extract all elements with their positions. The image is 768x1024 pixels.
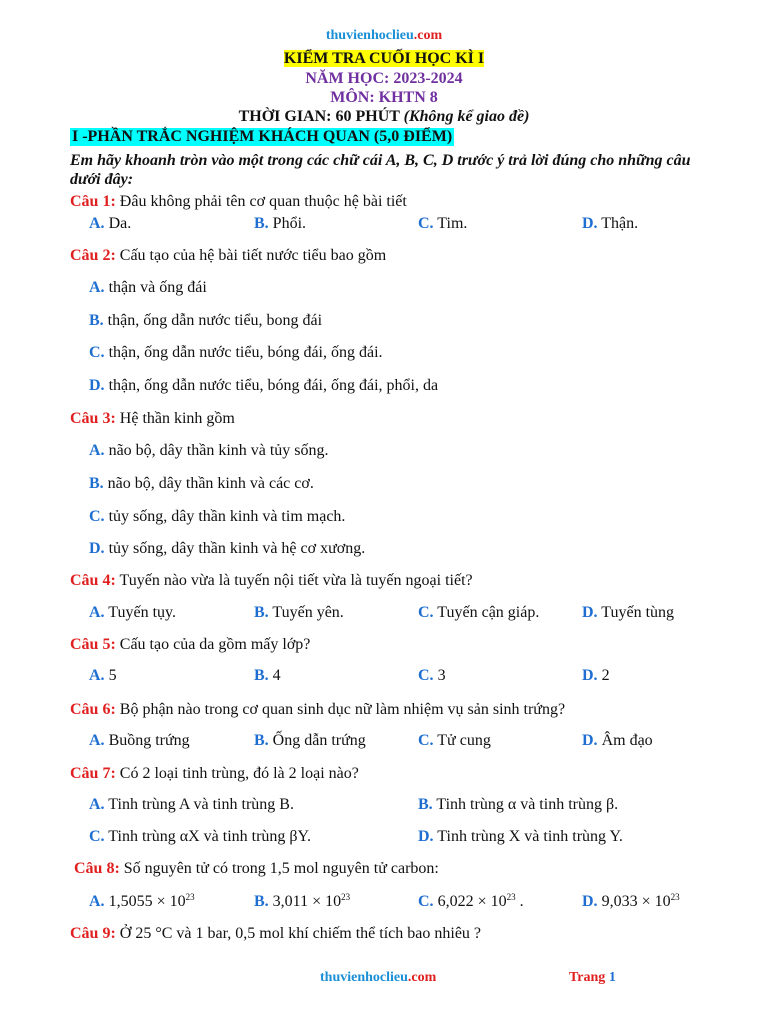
- site-name: thuvienhoclieu.com: [325, 28, 443, 43]
- question-9: Câu 9: Ở 25 °C và 1 bar, 0,5 mol khí chiếm thể tích bao nhiêu ?: [70, 925, 482, 942]
- question-7: Câu 7: Có 2 loại tinh trùng, đó là 2 loại nào?: [70, 765, 359, 782]
- exam-title: KIỂM TRA CUỐI HỌC KÌ I: [283, 50, 485, 67]
- option-c: C. thận, ống dẫn nước tiểu, bóng đái, ống đái.: [89, 344, 383, 361]
- option-c: C. Tim.: [418, 215, 468, 232]
- question-5: Câu 5: Cấu tạo của da gồm mấy lớp?: [70, 636, 311, 653]
- school-year: NĂM HỌC: 2023-2024: [305, 70, 463, 87]
- option-a: A. Buồng trứng: [89, 732, 190, 749]
- question-8: Câu 8: Số nguyên tử có trong 1,5 mol nguyên tử carbon:: [74, 860, 439, 877]
- option-a: A. 5: [89, 667, 117, 684]
- option-a: A. Tinh trùng A và tinh trùng B.: [89, 796, 294, 813]
- option-a: A. Tuyến tụy.: [89, 604, 176, 621]
- page-number: Trang 1: [569, 970, 616, 985]
- option-a: A. $1,5055 \times 10^{23}$: [89, 892, 195, 910]
- option-b: B. Ống dẫn trứng: [254, 732, 366, 749]
- section-title: I -PHẦN TRẮC NGHIỆM KHÁCH QUAN (5,0 ĐIỂM): [72, 128, 453, 145]
- option-c: C. Tinh trùng αX và tinh trùng βY.: [89, 828, 312, 845]
- option-d: D. $9,033 \times 10^{23}$: [582, 892, 680, 910]
- question-3: Câu 3: Hệ thần kinh gồm: [70, 410, 235, 427]
- time-info: THỜI GIAN: 60 PHÚT (Không kể giao đề): [238, 108, 530, 125]
- footer-site: thuvienhoclieu.com: [320, 970, 437, 985]
- option-d: D. Thận.: [582, 215, 639, 232]
- option-d: D. Tuyến tùng: [582, 604, 675, 621]
- question-1: Câu 1: Đâu không phải tên cơ quan thuộc hệ bài tiết: [70, 193, 407, 210]
- option-b: B. Phổi.: [254, 215, 307, 232]
- question-6: Câu 6: Bộ phận nào trong cơ quan sinh dục nữ làm nhiệm vụ sản sinh trứng?: [70, 701, 566, 718]
- option-b: B. Tuyến yên.: [254, 604, 344, 621]
- option-d: D. 2: [582, 667, 610, 684]
- option-d: D. Âm đạo: [582, 732, 653, 749]
- option-a: A. não bộ, dây thần kinh và tủy sống.: [89, 442, 329, 459]
- option-b: B. thận, ống dẫn nước tiểu, bong đái: [89, 312, 323, 329]
- option-d: D. tủy sống, dây thần kinh và hệ cơ xương.: [89, 540, 366, 557]
- instructions: Em hãy khoanh tròn vào một trong các chữ cái A, B, C, D trước ý trả lời đúng cho những câu dưới đây:: [70, 152, 691, 188]
- subject: MÔN: KHTN 8: [330, 89, 438, 106]
- option-c: C. $6,022 \times 10^{23}$ .: [418, 892, 524, 910]
- option-d: D. thận, ống dẫn nước tiểu, bóng đái, ống đái, phổi, da: [89, 377, 439, 394]
- option-b: B. 4: [254, 667, 281, 684]
- option-c: C. 3: [418, 667, 446, 684]
- question-2: Câu 2: Cấu tạo của hệ bài tiết nước tiểu bao gồm: [70, 247, 387, 264]
- option-b: B. Tinh trùng α và tinh trùng β.: [418, 796, 619, 813]
- option-b: B. não bộ, dây thần kinh và các cơ.: [89, 475, 314, 492]
- question-4: Câu 4: Tuyến nào vừa là tuyến nội tiết vừa là tuyến ngoại tiết?: [70, 572, 473, 589]
- option-c: C. tủy sống, dây thần kinh và tim mạch.: [89, 508, 346, 525]
- option-b: B. $3,011 \times 10^{23}$: [254, 892, 351, 910]
- option-c: C. Tuyến cận giáp.: [418, 604, 540, 621]
- option-d: D. Tinh trùng X và tinh trùng Y.: [418, 828, 623, 845]
- option-c: C. Tử cung: [418, 732, 491, 749]
- option-a: A. Da.: [89, 215, 132, 232]
- option-a: A. thận và ống đái: [89, 279, 207, 296]
